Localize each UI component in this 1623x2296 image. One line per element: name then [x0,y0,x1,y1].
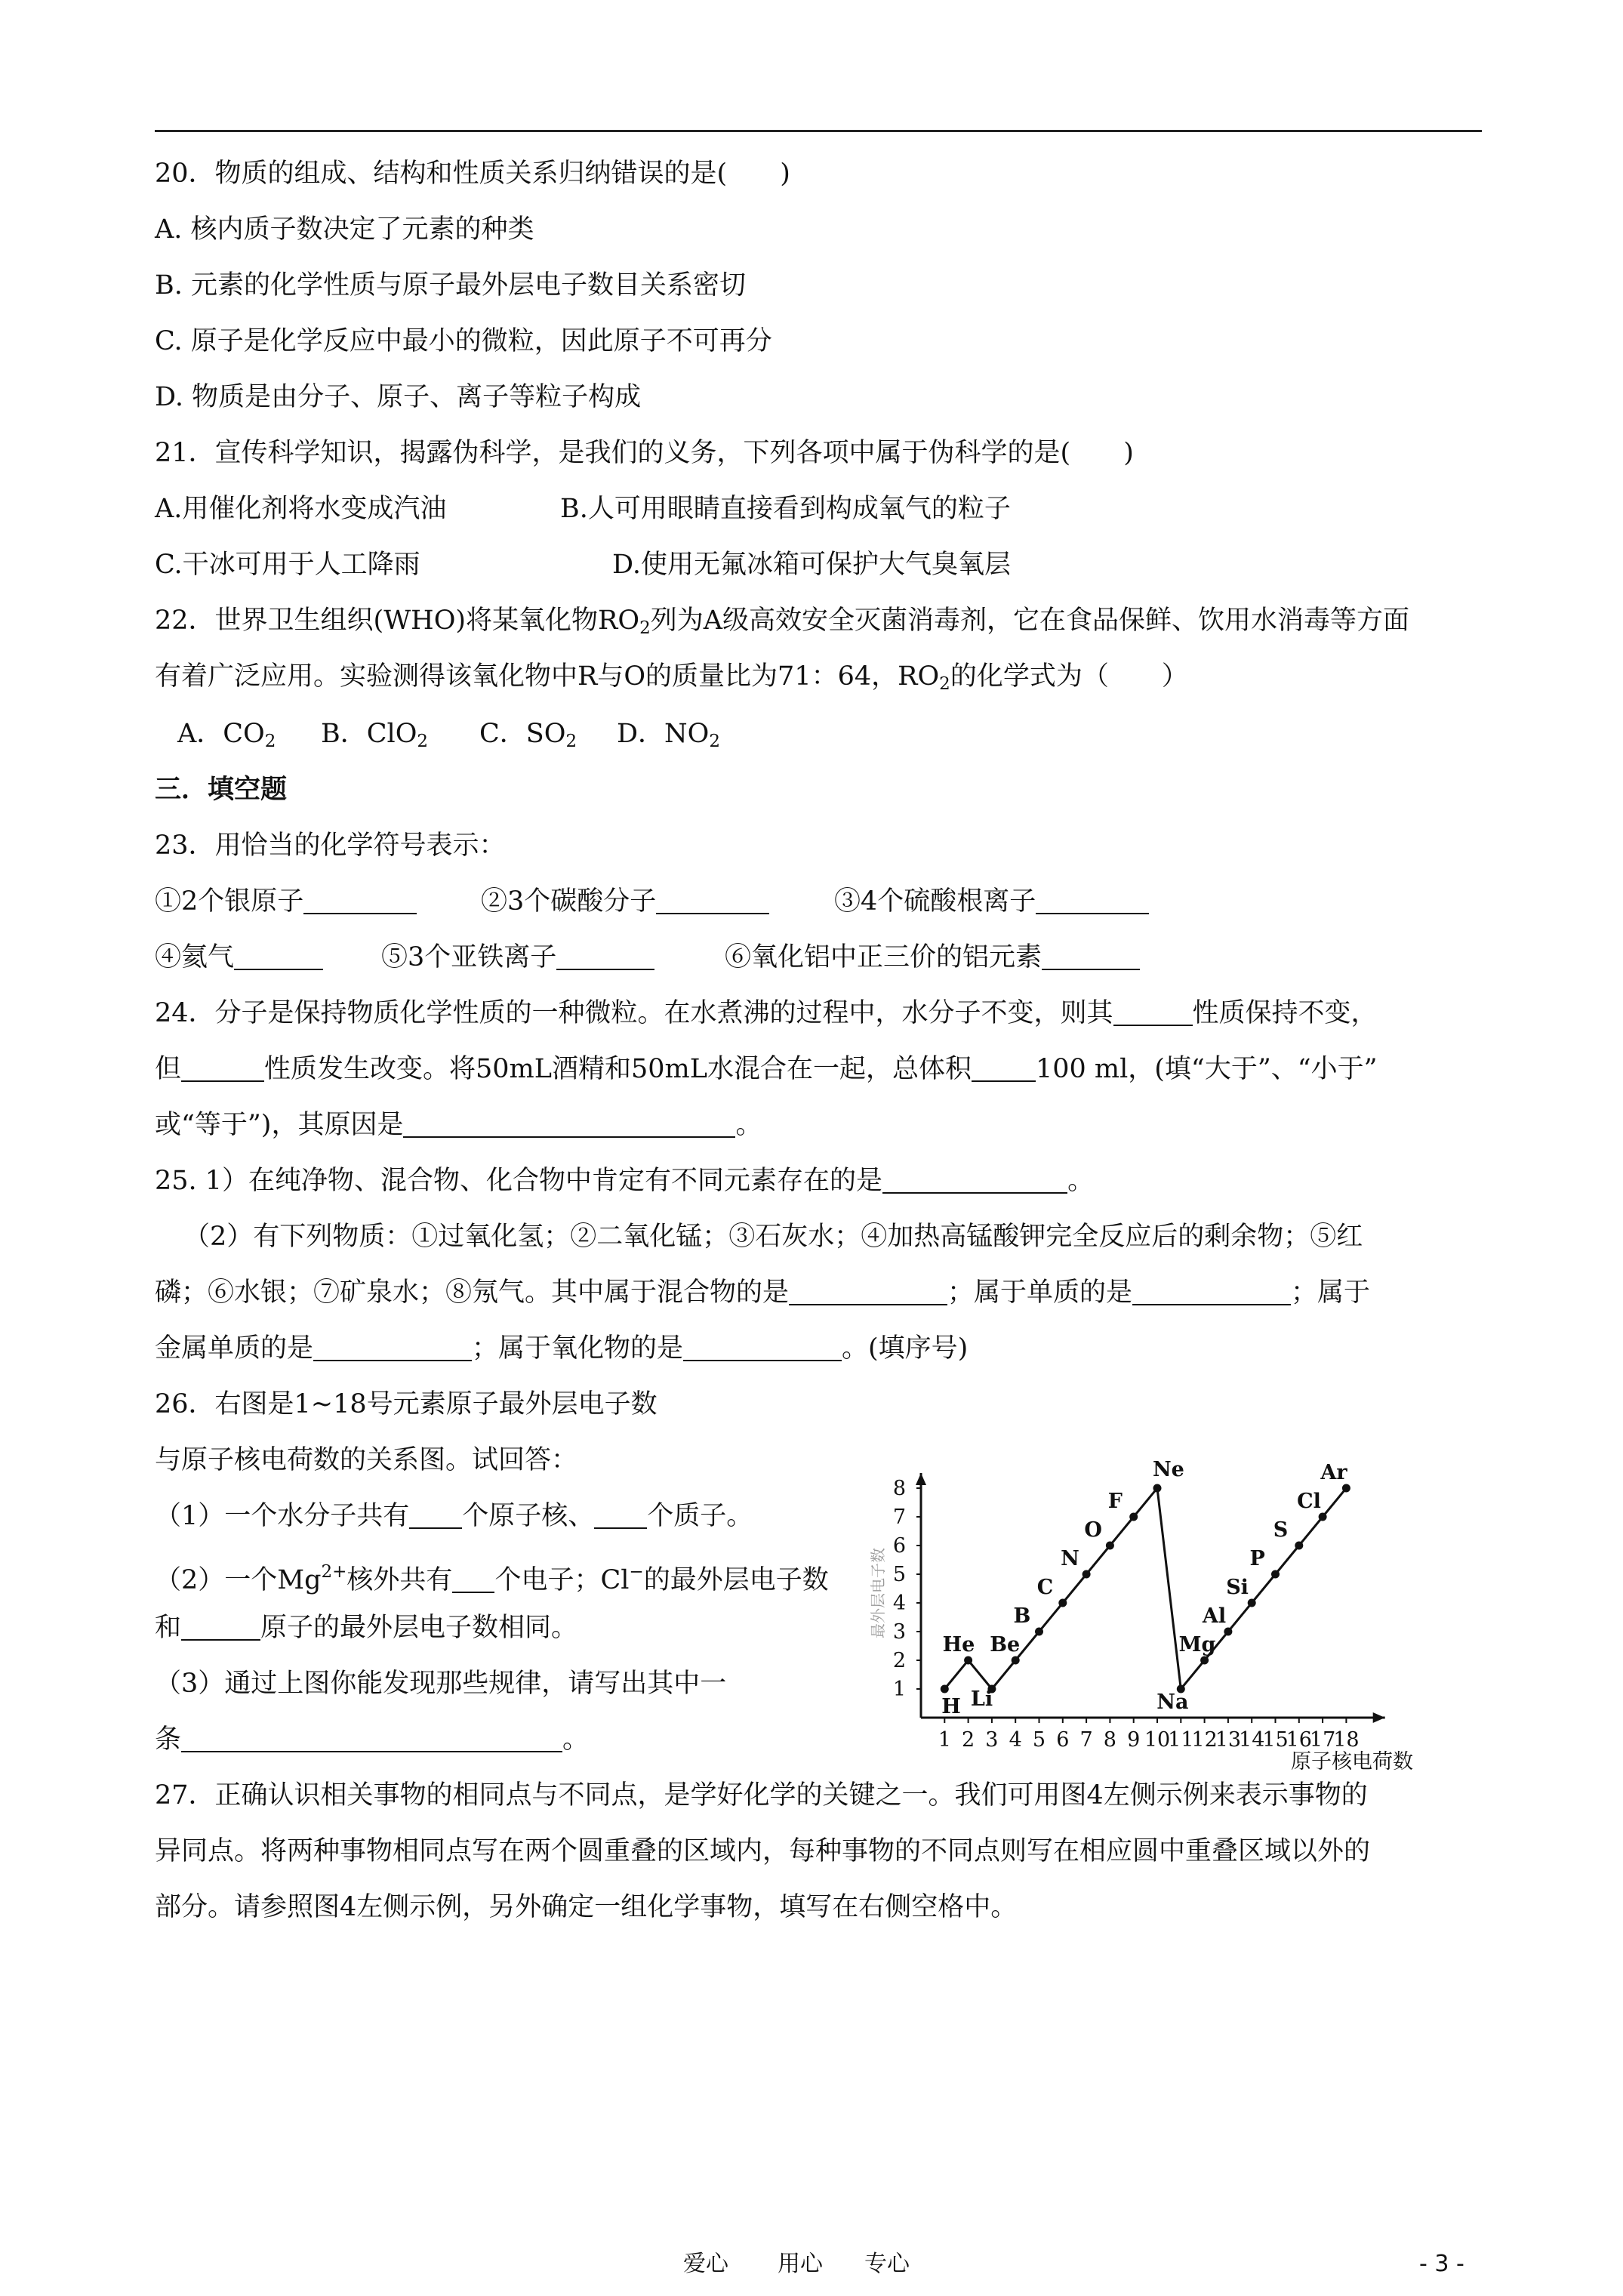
q26-line4: （2）一个$Mg^{2+}$核外共有 个电子；Cl−的最外层电子数 [155,1562,829,1595]
q24-line2: 但 性质发生改变。将50mL酒精和50mL水混合在一起，总体积 100 ml，(填“大于”、“小于” [155,1054,1378,1084]
q22-line1: 22．世界卫生组织(WHO)将某氧化物$RO_2$列为A级高效安全灭菌消毒剂，它在食品保鲜、饮用水消毒等方面 [155,606,1410,638]
element-label-al: Al [1202,1604,1227,1628]
answer-blank[interactable] [683,1334,842,1361]
x-tick-label: 4 [1009,1728,1022,1752]
footer-motto-1: 爱心 [683,2251,728,2277]
y-tick-label: 8 [892,1477,906,1500]
data-point-ne [1153,1484,1162,1493]
x-tick-label: 6 [1056,1728,1070,1752]
q26-line7: 条 。 [155,1724,590,1755]
q23-item-6: ⑥氧化铝中正三价的铝元素 [725,941,1140,974]
x-tick-label: 13 [1215,1728,1242,1752]
q23-item-4: ④氦气 [155,941,323,974]
q25-line3: 磷；⑥水银；⑦矿泉水；⑧氖气。其中属于混合物的是 ；属于单质的是 ；属于 [155,1277,1371,1308]
data-point-he [964,1657,972,1665]
header-rule [155,130,1482,132]
x-tick-label: 9 [1127,1728,1141,1752]
x-tick-label: 16 [1286,1728,1312,1752]
y-tick-label: 6 [892,1534,906,1558]
q23-item-5: ⑤3个亚铁离子 [381,941,654,974]
data-point-b [1035,1628,1043,1636]
footer-motto-3: 专心 [864,2251,910,2277]
q20-option-b: B. 元素的化学性质与原子最外层电子数目关系密切 [155,270,746,300]
q26-line2: 与原子核电荷数的关系图。试回答： [155,1445,578,1475]
y-tick-label: 2 [892,1649,906,1672]
q25-line4: 金属单质的是 ；属于氧化物的是 。(填序号) [155,1333,969,1364]
q26-line5: 和 原子的最外层电子数相同。 [155,1613,578,1643]
element-label-h: H [941,1695,961,1718]
answer-blank[interactable] [1042,943,1140,970]
answer-blank[interactable] [789,1278,947,1305]
data-point-be [1012,1657,1020,1665]
q25-line1: 25. 1）在纯净物、混合物、化合物中肯定有不同元素存在的是 。 [155,1166,1095,1196]
q21-option-d: D.使用无氟冰箱可保护大气臭氧层 [612,550,1011,580]
data-point-h [941,1685,949,1693]
q22-option-d: D．$NO_2$ [617,719,721,751]
answer-blank[interactable] [181,1725,562,1752]
q24-line1: 24．分子是保持物质化学性质的一种微粒。在水煮沸的过程中，水分子不变，则其 性质保持不变， [155,998,1378,1028]
data-point-f [1129,1513,1138,1521]
q27-line2: 异同点。将两种事物相同点写在两个圆重叠的区域内，每种事物的不同点则写在相应圆中重叠区域以外的 [155,1836,1371,1866]
element-label-f: F [1107,1490,1123,1513]
answer-blank[interactable] [1113,999,1193,1026]
y-tick-label: 1 [892,1678,906,1701]
q24-line3: 或“等于”)，其原因是 。 [155,1110,762,1140]
y-tick-label: 5 [892,1563,906,1586]
q20-option-a: A. 核内质子数决定了元素的种类 [155,214,534,245]
x-tick-label: 3 [985,1728,999,1752]
element-label-s: S [1273,1518,1289,1542]
q26-line6: （3）通过上图你能发现那些规律，请写出其中一 [155,1669,727,1699]
y-axis-arrow [916,1473,926,1485]
q21-stem: 21．宣传科学知识，揭露伪科学，是我们的义务，下列各项中属于伪科学的是( ) [155,438,1134,468]
q23-item-1: ①2个银原子 [155,885,417,918]
q20-option-d: D. 物质是由分子、原子、离子等粒子构成 [155,382,642,412]
q23-item-2: ②3个碳酸分子 [481,885,769,918]
q23-item-3: ③4个硫酸根离子 [834,885,1149,918]
q26-line1: 26．右图是1~18号元素原子最外层电子数 [155,1389,658,1419]
y-tick-label: 7 [892,1505,906,1529]
x-tick-label: 7 [1079,1728,1093,1752]
answer-blank[interactable] [1036,887,1149,914]
x-tick-label: 17 [1309,1728,1336,1752]
data-point-cl [1319,1513,1327,1521]
data-point-n [1083,1570,1091,1579]
data-point-mg [1200,1657,1209,1665]
x-tick-label: 10 [1144,1728,1171,1752]
electron-chart [868,1442,1472,1774]
answer-blank[interactable] [409,1502,462,1529]
data-point-p [1271,1570,1280,1579]
answer-blank[interactable] [403,1111,735,1138]
y-axis-label: 最外层电子数 [869,1548,887,1638]
answer-blank[interactable] [1132,1278,1291,1305]
q20-stem: 20．物质的组成、结构和性质关系归纳错误的是( ) [155,159,790,189]
element-label-ne: Ne [1153,1458,1184,1481]
data-point-c [1058,1599,1067,1607]
x-tick-label: 5 [1032,1728,1046,1752]
q23-stem: 23．用恰当的化学符号表示： [155,831,506,861]
x-tick-label: 1 [938,1728,951,1752]
answer-blank[interactable] [972,1055,1036,1082]
q21-option-b: B.人可用眼睛直接看到构成氧气的粒子 [560,494,1011,524]
q27-line1: 27．正确认识相关事物的相同点与不同点，是学好化学的关键之一。我们可用图4左侧示例来表示事物的 [155,1780,1368,1811]
y-tick-label: 3 [892,1620,906,1644]
q27-line3: 部分。请参照图4左侧示例，另外确定一组化学事物，填写在右侧空格中。 [155,1892,1018,1922]
q21-option-a: A.用催化剂将水变成汽油 [155,494,447,524]
element-label-cl: Cl [1297,1490,1321,1513]
y-tick-label: 4 [892,1592,906,1615]
x-axis-arrow [1373,1712,1385,1723]
answer-blank[interactable] [181,1613,260,1641]
answer-blank[interactable] [452,1566,494,1593]
element-label-b: B [1013,1604,1031,1628]
q22-option-a: A．$CO_2$ [177,719,276,751]
element-label-he: He [942,1633,975,1657]
x-tick-label: 2 [962,1728,975,1752]
q22-option-c: C．$SO_2$ [479,719,577,751]
data-point-si [1248,1599,1256,1607]
element-label-be: Be [990,1633,1021,1657]
q22-line2: 有着广泛应用。实验测得该氧化物中R与O的质量比为71：64，$RO_2$的化学式为（ ） [155,661,1188,694]
element-label-mg: Mg [1178,1633,1216,1657]
x-tick-label: 8 [1103,1728,1116,1752]
answer-blank[interactable] [656,887,769,914]
data-point-s [1295,1542,1303,1550]
answer-blank[interactable] [594,1502,647,1529]
element-label-li: Li [970,1687,993,1711]
element-label-p: P [1249,1547,1265,1570]
q22-option-b: B．ClO$_2$ [321,719,429,751]
q25-line2: （2）有下列物质：①过氧化氢；②二氧化锰；③石灰水；④加热高锰酸钾完全反应后的剩余物；⑤红 [183,1222,1363,1252]
answer-blank[interactable] [556,943,654,970]
data-point-ar [1342,1484,1350,1493]
answer-blank[interactable] [882,1166,1067,1194]
element-label-ar: Ar [1320,1461,1347,1484]
element-label-o: O [1084,1518,1102,1542]
element-label-n: N [1061,1547,1079,1570]
q20-option-c: C. 原子是化学反应中最小的微粒，因此原子不可再分 [155,326,772,356]
x-tick-label: 15 [1262,1728,1289,1752]
x-tick-label: 18 [1333,1728,1360,1752]
answer-blank[interactable] [313,1334,472,1361]
x-axis-label: 原子核电荷数 [1291,1750,1413,1774]
q21-option-c: C.干冰可用于人工降雨 [155,550,420,580]
element-label-si: Si [1226,1576,1249,1599]
answer-blank[interactable] [234,943,323,970]
element-label-c: C [1036,1576,1054,1599]
element-label-na: Na [1156,1690,1189,1714]
q26-line3: （1）一个水分子共有 个原子核、 个质子。 [155,1501,753,1531]
x-tick-label: 14 [1239,1728,1265,1752]
x-tick-label: 11 [1168,1728,1194,1752]
data-point-al [1224,1628,1232,1636]
data-point-o [1106,1542,1114,1550]
answer-blank[interactable] [303,887,417,914]
answer-blank[interactable] [181,1055,264,1082]
section-heading: 三．填空题 [155,774,288,805]
footer-motto-2: 用心 [778,2251,823,2277]
x-tick-label: 12 [1191,1728,1218,1752]
page-number: - 3 - [1419,2251,1464,2277]
